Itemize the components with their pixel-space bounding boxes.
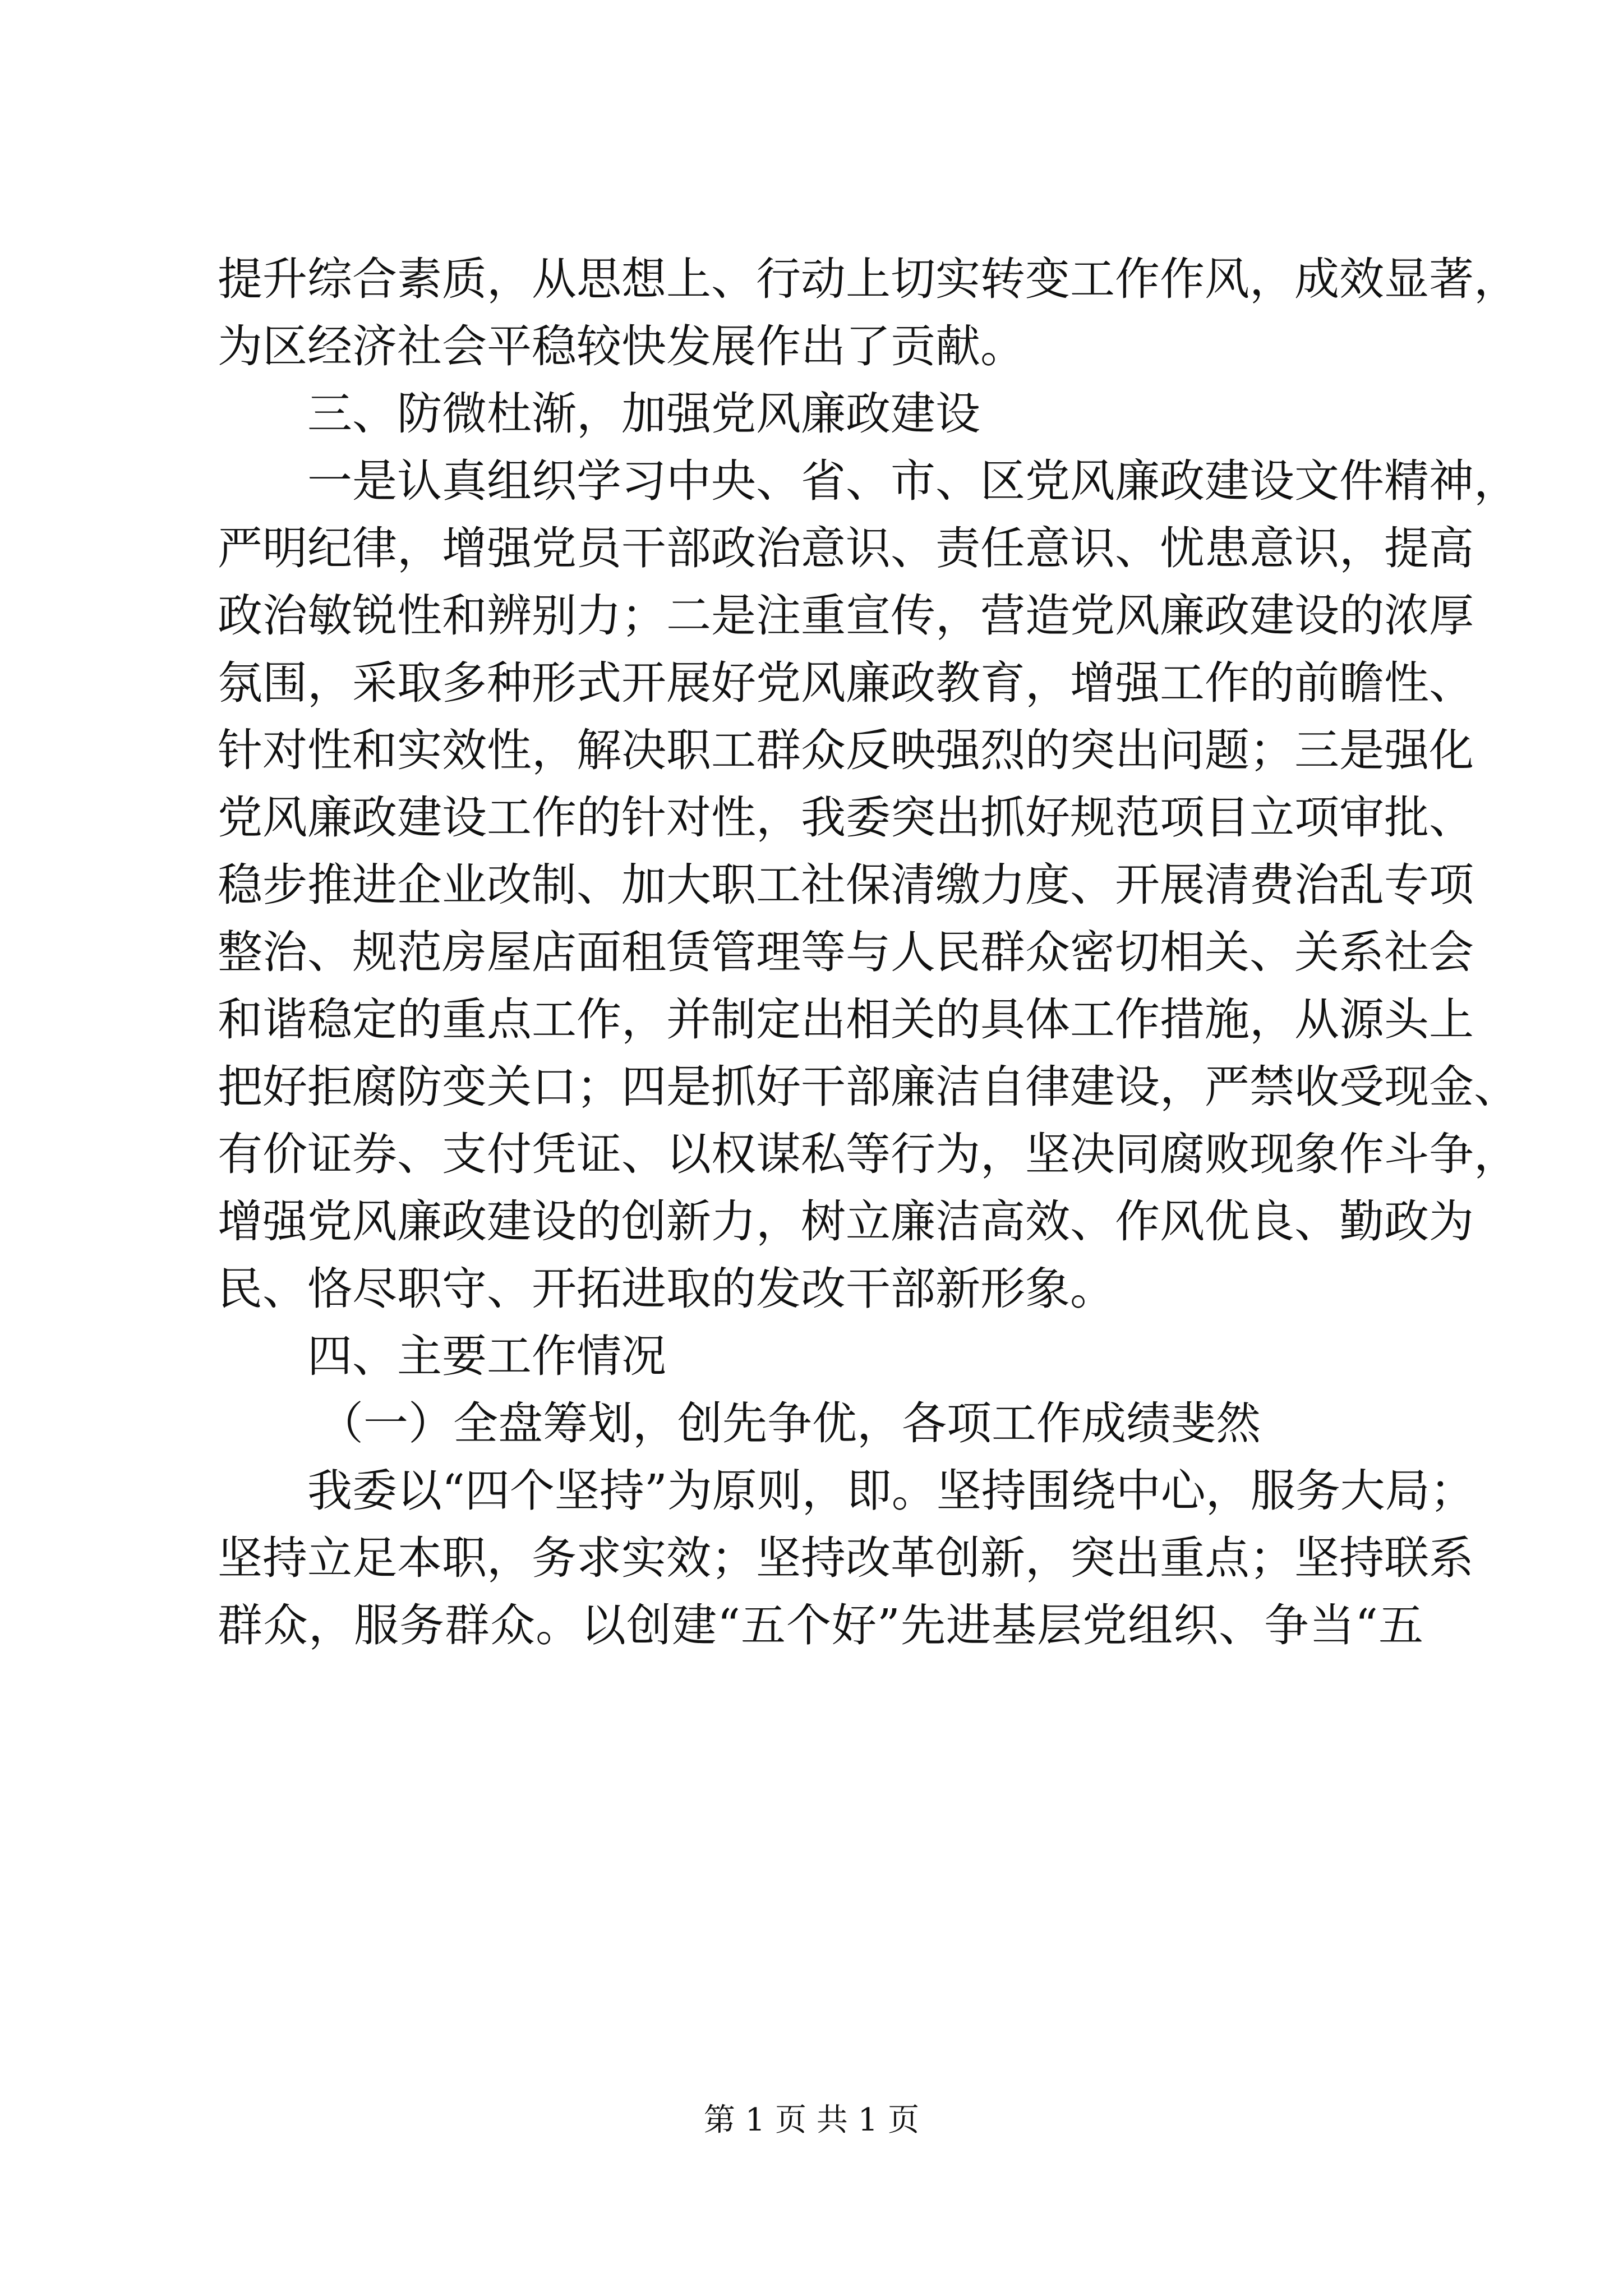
text-line: 稳步推进企业改制、加大职工社保清缴力度、开展清费治乱专项 [218,859,1474,911]
text-line: 为区经济社会平稳较快发展作出了贡献。 [218,320,1025,372]
text-line: 有价证券、支付凭证、以权谋私等行为，坚决同腐败现象作斗争， [218,1128,1519,1180]
text-line: 把好拒腐防变关口；四是抓好干部廉洁自律建设，严禁收受现金、 [218,1061,1519,1113]
text-line: 政治敏锐性和辨别力；二是注重宣传，营造党风廉政建设的浓厚 [218,590,1474,642]
text-line: 党风廉政建设工作的针对性，我委突出抓好规范项目立项审批、 [218,792,1474,844]
text-line: 我委以“四个坚持”为原则，即。坚持围绕中心，服务大局； [307,1465,1475,1517]
text-line: 针对性和实效性，解决职工群众反映强烈的突出问题；三是强化 [218,724,1474,776]
text-line: 和谐稳定的重点工作，并制定出相关的具体工作措施，从源头上 [218,993,1474,1046]
document-body [218,246,1519,1659]
section-heading: 三、防微杜渐，加强党风廉政建设 [307,388,980,440]
section-heading: （一）全盘筹划，创先争优，各项工作成绩斐然 [319,1397,1261,1450]
text-line: 提升综合素质，从思想上、行动上切实转变工作作风，成效显著， [218,253,1519,305]
text-line: 严明纪律，增强党员干部政治意识、责任意识、忧患意识，提高 [218,522,1474,574]
text-line: 整治、规范房屋店面租赁管理等与人民群众密切相关、关系社会 [218,926,1474,978]
text-line: 民、恪尽职守、开拓进取的发改干部新形象。 [218,1263,1115,1315]
text-line: 一是认真组织学习中央、省、市、区党风廉政建设文件精神， [307,455,1519,507]
section-heading: 四、主要工作情况 [307,1330,666,1382]
text-line: 坚持立足本职，务求实效；坚持改革创新，突出重点；坚持联系 [218,1532,1474,1584]
text-line: 群众，服务群众。以创建“五个好”先进基层党组织、争当“五 [218,1599,1423,1651]
text-line: 增强党风廉政建设的创新力，树立廉洁高效、作风优良、勤政为 [218,1195,1474,1248]
text-line: 氛围，采取多种形式开展好党风廉政教育，增强工作的前瞻性、 [218,657,1474,709]
page-footer: 第 1 页 共 1 页 [703,2102,920,2138]
